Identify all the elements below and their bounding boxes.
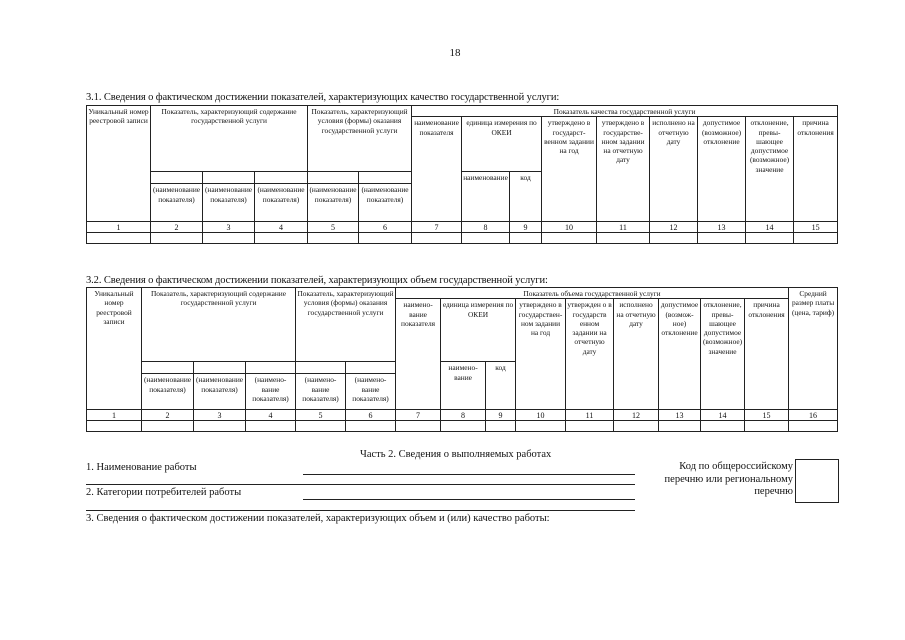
col-unit-group-header: единица измерения по ОКЕИ	[462, 117, 542, 172]
code-label: Код по общероссийскому перечню или региональному перечню	[664, 461, 793, 497]
sub-blank	[346, 362, 396, 374]
col-executed-header: исполнено на отчетную дату	[614, 299, 659, 410]
column-number: 13	[698, 222, 746, 233]
consumers-line[interactable]	[303, 499, 635, 500]
col-unit-group-header: единица измерения по ОКЕИ	[441, 299, 516, 362]
column-number: 11	[566, 410, 614, 421]
column-number: 9	[510, 222, 542, 233]
sub-blank	[359, 172, 412, 184]
column-number: 12	[650, 222, 698, 233]
col-reason-header: причина отклонения	[745, 299, 789, 410]
column-number: 1	[87, 410, 142, 421]
table-row	[87, 421, 838, 432]
sub-blank	[194, 362, 246, 374]
section-3-2-title: 3.2. Сведения о фактическом достижении показателей, характеризующих объем государственной услуги:	[86, 275, 548, 286]
col-executed-header: исполнено на отчетную дату	[650, 117, 698, 222]
sub-indicator-name: (наименование показателя)	[359, 184, 412, 222]
column-number: 7	[396, 410, 441, 421]
sub-blank	[308, 172, 359, 184]
column-number: 11	[597, 222, 650, 233]
work-name-line[interactable]	[303, 474, 635, 475]
col-unit-code-header: код	[510, 172, 542, 222]
column-number: 10	[542, 222, 597, 233]
column-number: 7	[412, 222, 462, 233]
part-2-title: Часть 2. Сведения о выполняемых работах	[360, 449, 552, 460]
sub-blank	[151, 172, 203, 184]
work-name-label: 1. Наименование работы	[86, 462, 197, 473]
column-number: 10	[516, 410, 566, 421]
col-approved-date-header: утверждено в государственном задании на отчетную дату	[597, 117, 650, 222]
quality-table	[86, 105, 838, 244]
column-number: 6	[346, 410, 396, 421]
col-deviation-over-header: отклонение, превышающее допустимое (возможное) значение	[746, 117, 794, 222]
col-quality-group-header: Показатель качества государственной услуги	[412, 106, 838, 117]
column-number: 8	[441, 410, 486, 421]
sub-indicator-name: (наименование показателя)	[203, 184, 255, 222]
sub-blank	[142, 362, 194, 374]
sub-indicator-name: (наименование показателя)	[142, 374, 194, 410]
col-unit-name-header: наименование	[462, 172, 510, 222]
col-indicator-name-header: наименование показателя	[396, 299, 441, 410]
sub-indicator-name: (наименование показателя)	[151, 184, 203, 222]
sub-indicator-name: (наименование показателя)	[296, 374, 346, 410]
column-number: 1	[87, 222, 151, 233]
column-number: 6	[359, 222, 412, 233]
code-box[interactable]	[795, 459, 839, 503]
col-unit-name-header: наименование	[441, 362, 486, 410]
column-number: 4	[255, 222, 308, 233]
table-row	[87, 233, 838, 244]
sub-blank	[255, 172, 308, 184]
page-number: 18	[449, 47, 461, 59]
section-3-title: 3. Сведения о фактическом достижении показателей, характеризующих объем и (или) качество работы:	[86, 513, 550, 524]
sub-indicator-name: (наименование показателя)	[246, 374, 296, 410]
col-indicator-name-header: наименование показателя	[412, 117, 462, 222]
col-allowed-deviation-header: допустимое (возможное) отклонение	[698, 117, 746, 222]
sub-indicator-name: (наименование показателя)	[346, 374, 396, 410]
col-unit-code-header: код	[486, 362, 516, 410]
col-conditions-group-header: Показатель, характеризующий условия (формы) оказания государственной услуги	[296, 288, 396, 362]
column-number: 14	[746, 222, 794, 233]
column-number: 15	[794, 222, 838, 233]
column-number: 9	[486, 410, 516, 421]
col-content-group-header: Показатель, характеризующий содержание государственной услуги	[151, 106, 308, 172]
column-number: 8	[462, 222, 510, 233]
column-number: 3	[203, 222, 255, 233]
col-approved-year-header: утверждено в государственном задании на год	[516, 299, 566, 410]
col-registry-header: Уникальный номер реестровой записи	[87, 106, 151, 222]
column-number: 4	[246, 410, 296, 421]
column-number: 3	[194, 410, 246, 421]
sub-indicator-name: (наименование показателя)	[194, 374, 246, 410]
sub-blank	[246, 362, 296, 374]
column-number: 14	[701, 410, 745, 421]
col-deviation-over-header: отклонение, превышающее допустимое (возможное) значение	[701, 299, 745, 410]
col-conditions-group-header: Показатель, характеризующий условия (формы) оказания государственной услуги	[308, 106, 412, 172]
column-number: 2	[151, 222, 203, 233]
sub-blank	[296, 362, 346, 374]
column-number: 5	[308, 222, 359, 233]
col-allowed-deviation-header: допустимое (возможное) отклонение	[659, 299, 701, 410]
col-reason-header: причина отклонения	[794, 117, 838, 222]
col-approved-year-header: утверждено в государственном задании на год	[542, 117, 597, 222]
col-approved-date-header: утвержден о в государств енном задании на отчетную дату	[566, 299, 614, 410]
column-number: 2	[142, 410, 194, 421]
section-3-1-title: 3.1. Сведения о фактическом достижении показателей, характеризующих качество государственной услуги:	[86, 92, 560, 103]
column-number: 16	[789, 410, 838, 421]
col-avg-payment-header: Средний размер платы (цена, тариф)	[789, 288, 838, 410]
col-volume-group-header: Показатель объема государственной услуги	[396, 288, 789, 299]
work-name-line-2	[86, 484, 635, 485]
column-number: 12	[614, 410, 659, 421]
sub-blank	[203, 172, 255, 184]
col-content-group-header: Показатель, характеризующий содержание государственной услуги	[142, 288, 296, 362]
sub-indicator-name: (наименование показателя)	[308, 184, 359, 222]
sub-indicator-name: (наименование показателя)	[255, 184, 308, 222]
column-number: 5	[296, 410, 346, 421]
volume-table	[86, 287, 838, 432]
col-registry-header: Уникальный номер реестровой записи	[87, 288, 142, 410]
column-number: 13	[659, 410, 701, 421]
consumers-line-2	[86, 510, 635, 511]
column-number: 15	[745, 410, 789, 421]
consumers-label: 2. Категории потребителей работы	[86, 487, 242, 498]
